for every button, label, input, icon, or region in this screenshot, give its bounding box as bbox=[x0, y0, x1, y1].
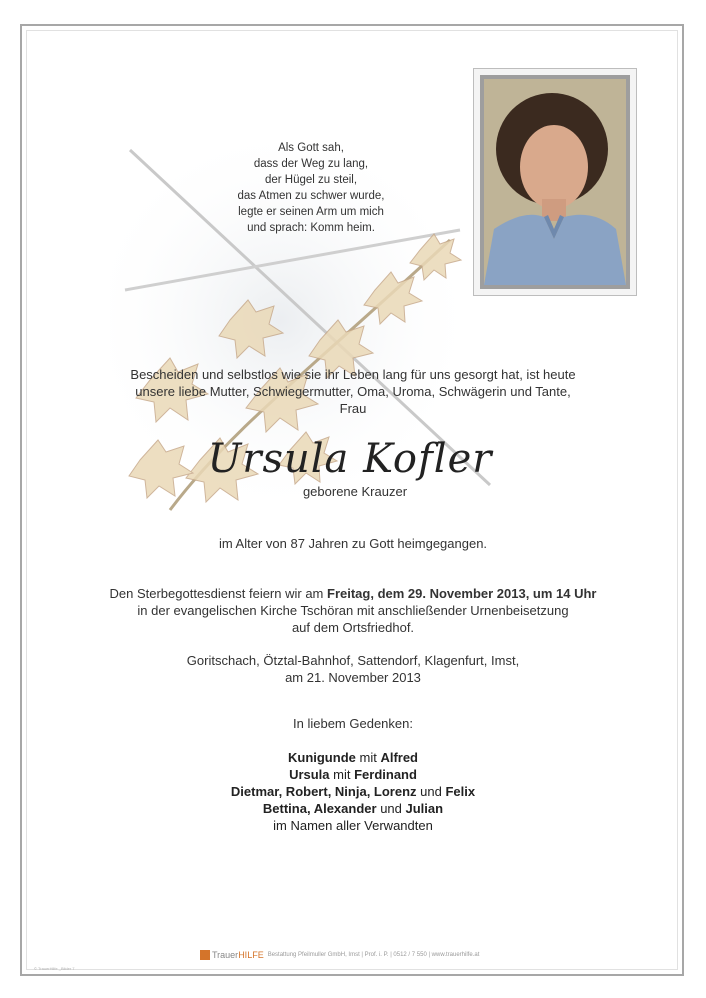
trauerhilfe-logo-icon bbox=[200, 950, 210, 960]
family-connector: und bbox=[416, 784, 446, 799]
service-prefix: Den Sterbegottesdienst feiern wir am bbox=[109, 586, 327, 601]
date-line: am 21. November 2013 bbox=[285, 670, 421, 685]
service-info bbox=[0, 585, 706, 636]
poem-line: und sprach: Komm heim. bbox=[247, 222, 375, 234]
intro-line: Frau bbox=[339, 401, 367, 416]
family-row bbox=[0, 800, 706, 817]
family-connector: mit bbox=[329, 767, 355, 782]
family-row bbox=[0, 766, 706, 783]
family-name: Julian bbox=[405, 801, 444, 816]
family-name: Bettina, Alexander bbox=[262, 801, 377, 816]
family-row: im Namen aller Verwandten bbox=[273, 818, 433, 833]
poem-line: Als Gott sah, bbox=[278, 142, 344, 154]
family-list bbox=[0, 749, 706, 834]
family-row bbox=[0, 783, 706, 800]
family-connector: mit bbox=[355, 750, 381, 765]
portrait-photo bbox=[480, 75, 630, 289]
poem-line: legte er seinen Arm um mich bbox=[238, 206, 384, 218]
poem-line: der Hügel zu steil, bbox=[264, 174, 358, 186]
poem-line: das Atmen zu schwer wurde, bbox=[237, 190, 385, 202]
poem-line: dass der Weg zu lang, bbox=[253, 158, 369, 170]
service-date: Freitag, dem 29. November 2013, um 14 Uhr bbox=[327, 586, 597, 601]
family-name: Dietmar, Robert, Ninja, Lorenz bbox=[230, 784, 417, 799]
footer-brand bbox=[212, 950, 264, 960]
family-name: Ferdinand bbox=[354, 767, 417, 782]
family-row bbox=[0, 749, 706, 766]
service-line-2: in der evangelischen Kirche Tschöran mit anschließender Urnenbeisetzung bbox=[137, 603, 569, 618]
intro-text bbox=[0, 366, 706, 417]
footer bbox=[200, 949, 510, 961]
service-line-1 bbox=[0, 585, 706, 602]
poem bbox=[196, 140, 426, 236]
intro-line: Bescheiden und selbstlos wie sie ihr Leben lang für uns gesorgt hat, ist heute bbox=[130, 367, 576, 382]
service-line-3: auf dem Ortsfriedhof. bbox=[291, 620, 415, 635]
intro-line: unsere liebe Mutter, Schwiegermutter, Oma, Uroma, Schwägerin und Tante, bbox=[135, 384, 571, 399]
family-name: Alfred bbox=[380, 750, 418, 765]
family-name: Felix bbox=[445, 784, 476, 799]
brand-b: HILFE bbox=[238, 950, 264, 960]
deceased-name: Ursula Kofler bbox=[207, 436, 493, 482]
family-name: Kunigunde bbox=[287, 750, 356, 765]
copyright-note: © TrauerHilfe _Bilder 7 bbox=[34, 966, 75, 971]
memory-heading: In liebem Gedenken: bbox=[293, 716, 413, 731]
family-connector: und bbox=[376, 801, 406, 816]
places-line: Goritschach, Ötztal-Bahnhof, Sattendorf, Klagenfurt, Imst, bbox=[186, 653, 520, 668]
portrait-frame bbox=[473, 68, 637, 296]
brand-a: Trauer bbox=[212, 950, 239, 960]
birth-name: geborene Krauzer bbox=[302, 484, 408, 499]
family-name: Ursula bbox=[289, 767, 330, 782]
places-date bbox=[0, 652, 706, 686]
age-line: im Alter von 87 Jahren zu Gott heimgegangen. bbox=[218, 536, 488, 551]
footer-text: Bestattung Pfeilmuller GmbH, Imst | Prof. i. P. | 0512 / 7 550 | www.trauerhilfe.at bbox=[267, 952, 480, 958]
